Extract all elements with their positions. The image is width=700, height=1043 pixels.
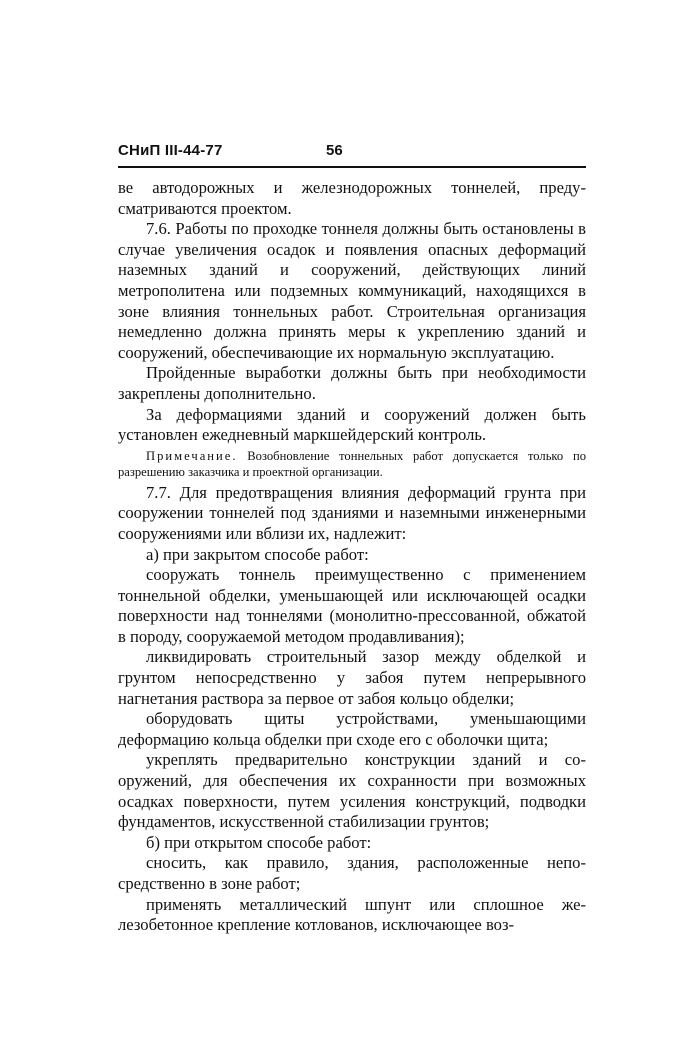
list-item (118, 750, 586, 832)
paragraph-text: б) при открытом способе работ: (146, 832, 372, 852)
list-item (118, 709, 586, 750)
paragraph-continuation (118, 178, 586, 219)
page-header (118, 140, 586, 168)
clause-7-7 (118, 483, 586, 545)
paragraph (118, 363, 586, 404)
list-heading (118, 833, 586, 854)
paragraph-text: а) при закрытом способе работ: (146, 544, 369, 564)
paragraph-text: Работы по проходке тоннеля должны быть остановлены в случае увеличения осадок и появления опасных деформаций наземных зданий и сооружений, действующих линий метрополитена или подземных коммуникаций, находящихся в зоне влияния тоннельных работ. Строительная организация немедленно должна принять меры к укреплению зданий и сооружений, обеспечивающие их нормальную эксплуатацию. (118, 219, 586, 362)
paragraph-text: Пройденные выработки должны быть при необходимости закреплены дополнительно. (118, 363, 586, 403)
list-item (118, 895, 586, 936)
list-item (118, 647, 586, 709)
note-label: Примечание. (146, 448, 238, 463)
note (118, 448, 586, 480)
paragraph-text: ве автодорожных и железнодорожных тоннелей, предусматриваются проектом. (118, 178, 586, 218)
paragraph-text: За деформациями зданий и сооружений должен быть установлен ежедневный маркшейдерский контроль. (118, 404, 586, 445)
list-item (118, 853, 586, 894)
paragraph-text: применять металлический шпунт или сплошное железобетонное крепление котлованов, исключающее воз- (118, 894, 586, 935)
paragraph-text: оборудовать щиты устройствами, уменьшающими деформацию кольца обделки при сходе его с оболочки щита; (118, 709, 586, 749)
paragraph-text: укреплять предварительно конструкции зданий и сооружений, для обеспечения их сохранности при возможных осадках поверхности, путем усиления конструкций, подводки фундаментов, искусственной стабилизации грунтов; (118, 750, 586, 832)
clause-number: 7.7. (146, 482, 171, 502)
paragraph-text: ликвидировать строительный зазор между обделкой и грунтом непосредственно у забоя путем непрерывного нагнетания раствора за первое от забоя кольцо обделки; (118, 647, 586, 708)
list-item (118, 565, 586, 647)
paragraph-text: Для предотвращения влияния деформаций грунта при сооружении тоннелей под зданиями и наземными инженерными сооружениями или вблизи их, надлежит: (118, 482, 586, 543)
clause-number: 7.6. (146, 219, 171, 239)
document-page (118, 140, 586, 936)
document-code: СНиП III-44-77 (118, 142, 223, 159)
list-heading (118, 545, 586, 566)
clause-7-6 (118, 219, 586, 363)
paragraph-text: сносить, как правило, здания, расположенные непосредственно в зоне работ; (118, 853, 586, 893)
body-text (118, 178, 586, 936)
paragraph (118, 405, 586, 446)
paragraph-text: сооружать тоннель преимущественно с применением тоннельной обделки, уменьшающей или исключающей осадки поверхности над тоннелями (монолитно-прессованной, обжатой в породу, сооружаемой методом продавливания); (118, 565, 586, 646)
page-number: 56 (326, 142, 343, 159)
note-text: Возобновление тоннельных работ допускается только по разрешению заказчика и проектной организации. (118, 448, 586, 479)
